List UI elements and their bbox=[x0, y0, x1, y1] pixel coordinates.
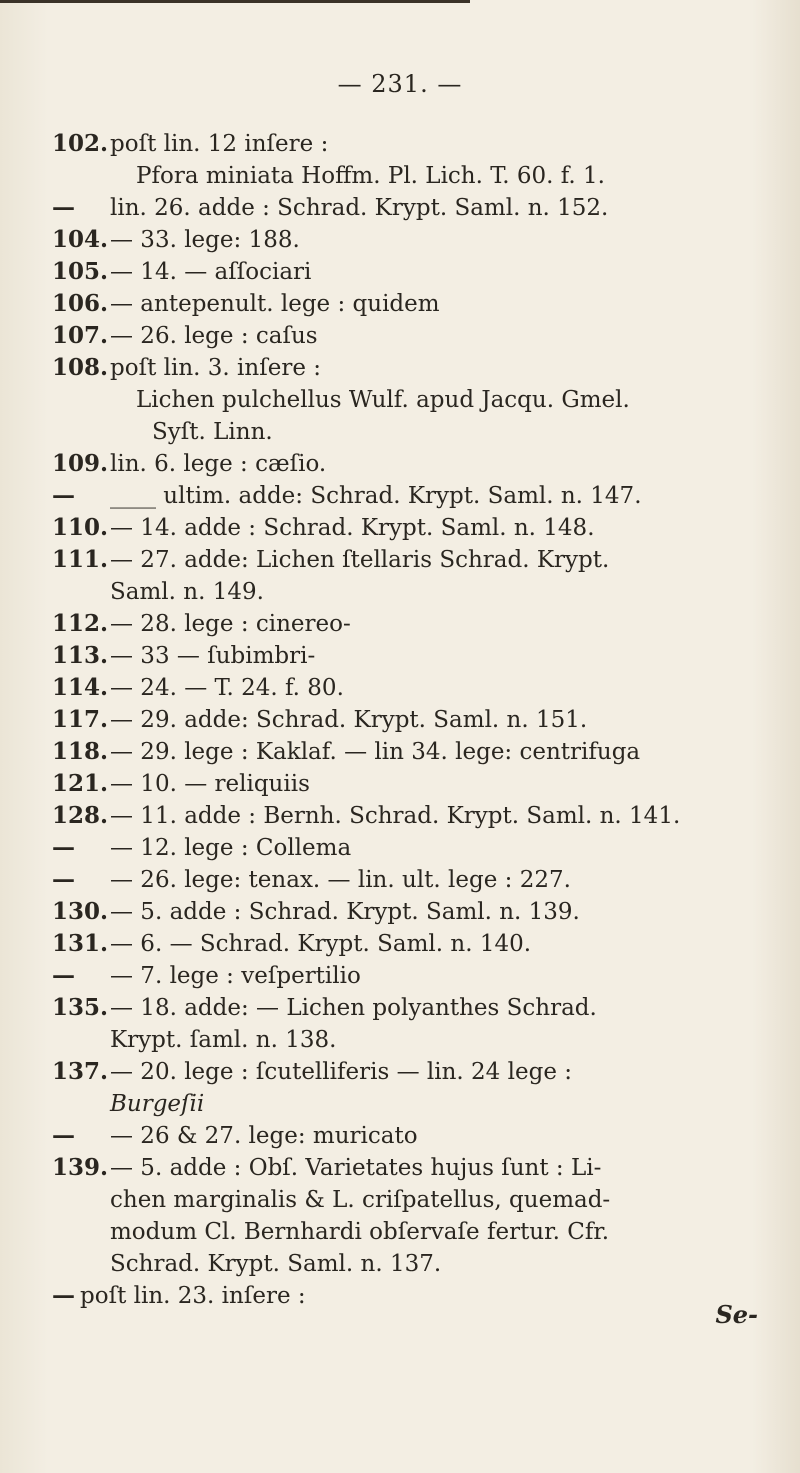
errata-line bbox=[52, 224, 768, 256]
errata-line bbox=[52, 992, 768, 1024]
errata-line bbox=[52, 1120, 768, 1152]
line-text: poſt lin. 23. inſere : bbox=[80, 1283, 306, 1309]
errata-line bbox=[52, 1152, 768, 1184]
errata-line bbox=[52, 1216, 768, 1248]
line-number: 102. bbox=[52, 130, 109, 157]
line-text: — 26. lege : caſus bbox=[110, 323, 318, 349]
line-text: — antepenult. lege : quidem bbox=[110, 291, 440, 317]
errata-line bbox=[52, 128, 768, 160]
line-number: 121. bbox=[52, 770, 109, 797]
line-text: — 7. lege : veſpertilio bbox=[110, 963, 361, 989]
errata-line bbox=[52, 1056, 768, 1088]
line-number: 118. bbox=[52, 738, 109, 765]
errata-line bbox=[52, 1280, 768, 1312]
errata-line bbox=[52, 1248, 768, 1280]
line-text: Schrad. Krypt. Saml. n. 137. bbox=[110, 1251, 442, 1277]
line-number: 117. bbox=[52, 706, 109, 733]
line-number: 114. bbox=[52, 674, 109, 701]
line-text: poſt lin. 3. inſere : bbox=[110, 355, 321, 381]
errata-line bbox=[52, 160, 768, 192]
line-text: lin. 6. lege : cæſio. bbox=[110, 451, 327, 477]
errata-line bbox=[52, 1088, 768, 1120]
line-text: lin. 26. adde : Schrad. Krypt. Saml. n. 152. bbox=[110, 195, 609, 221]
line-text: — 20. lege : ſcutelliferis — lin. 24 lege : bbox=[110, 1059, 572, 1085]
line-text: — 18. adde: — Lichen polyanthes Schrad. bbox=[110, 995, 597, 1021]
errata-line bbox=[52, 544, 768, 576]
line-text: chen marginalis & L. criſpatellus, quemad- bbox=[110, 1187, 611, 1213]
line-text: — 33. lege: 188. bbox=[110, 227, 300, 253]
line-text: — 10. — reliquiis bbox=[110, 771, 310, 797]
errata-line bbox=[52, 416, 768, 448]
line-text: modum Cl. Bernhardi obſervaſe fertur. Cfr. bbox=[110, 1219, 610, 1245]
line-text: — 29. lege : Kaklaf. — lin 34. lege: centrifuga bbox=[110, 739, 641, 765]
line-number: 106. bbox=[52, 290, 109, 317]
line-text: — 14. — aſſociari bbox=[110, 259, 312, 285]
errata-line bbox=[52, 800, 768, 832]
line-text: Krypt. ſaml. n. 138. bbox=[110, 1027, 337, 1053]
catchword: Se- bbox=[715, 1300, 758, 1329]
line-number: 107. bbox=[52, 322, 109, 349]
line-text: — 26 & 27. lege: muricato bbox=[110, 1123, 418, 1149]
errata-line bbox=[52, 768, 768, 800]
errata-line bbox=[52, 352, 768, 384]
errata-line bbox=[52, 640, 768, 672]
errata-line bbox=[52, 704, 768, 736]
errata-line bbox=[52, 448, 768, 480]
line-text: — 26. lege: tenax. — lin. ult. lege : 227. bbox=[110, 867, 571, 893]
page-number: — 231. — bbox=[337, 70, 463, 98]
errata-line bbox=[52, 736, 768, 768]
line-number: 110. bbox=[52, 514, 109, 541]
line-text: — 5. adde : Schrad. Krypt. Saml. n. 139. bbox=[110, 899, 580, 925]
errata-line bbox=[52, 832, 768, 864]
line-text: — 29. adde: Schrad. Krypt. Saml. n. 151. bbox=[110, 707, 588, 733]
line-number: 135. bbox=[52, 994, 109, 1021]
line-number: 130. bbox=[52, 898, 109, 925]
line-number: 113. bbox=[52, 642, 109, 669]
errata-line bbox=[52, 896, 768, 928]
line-number: 128. bbox=[52, 802, 109, 829]
errata-line bbox=[52, 864, 768, 896]
errata-line bbox=[52, 256, 768, 288]
line-text: Lichen pulchellus Wulf. apud Jacqu. Gmel. bbox=[136, 387, 630, 413]
line-text: — 27. adde: Lichen ſtellaris Schrad. Krypt. bbox=[110, 547, 610, 573]
line-text: Saml. n. 149. bbox=[110, 579, 264, 605]
line-number: 139. bbox=[52, 1154, 109, 1181]
line-text: — 5. adde : Obſ. Varietates hujus ſunt : Li- bbox=[110, 1155, 602, 1181]
line-text: — 33 — ſubimbri- bbox=[110, 643, 316, 669]
line-number: 111. bbox=[52, 546, 109, 573]
line-number: 131. bbox=[52, 930, 109, 957]
line-number: — bbox=[52, 962, 75, 989]
errata-line bbox=[52, 1184, 768, 1216]
line-number: 137. bbox=[52, 1058, 109, 1085]
errata-line bbox=[52, 320, 768, 352]
errata-line bbox=[52, 192, 768, 224]
line-text: — 11. adde : Bernh. Schrad. Krypt. Saml. n. 141. bbox=[110, 803, 681, 829]
line-number: 105. bbox=[52, 258, 109, 285]
errata-list bbox=[52, 128, 768, 1312]
top-rule bbox=[0, 0, 470, 3]
line-text: poſt lin. 12 inſere : bbox=[110, 131, 329, 157]
line-number: — bbox=[52, 866, 75, 893]
line-text: Burgeſii bbox=[110, 1091, 205, 1117]
line-number: 108. bbox=[52, 354, 109, 381]
line-number: — bbox=[52, 834, 75, 861]
line-text: Pfora miniata Hoffm. Pl. Lich. T. 60. f. 1. bbox=[136, 163, 605, 189]
line-text: Syſt. Linn. bbox=[152, 419, 273, 445]
errata-line bbox=[52, 960, 768, 992]
errata-line bbox=[52, 608, 768, 640]
line-text: ____ ultim. adde: Schrad. Krypt. Saml. n. 147. bbox=[110, 483, 642, 509]
line-number: 112. bbox=[52, 610, 109, 637]
line-number: — bbox=[52, 1282, 75, 1309]
errata-line bbox=[52, 288, 768, 320]
errata-line bbox=[52, 1024, 768, 1056]
line-number: 104. bbox=[52, 226, 109, 253]
line-text: — 28. lege : cinereo- bbox=[110, 611, 351, 637]
errata-line bbox=[52, 672, 768, 704]
line-number: — bbox=[52, 194, 75, 221]
line-number: — bbox=[52, 1122, 75, 1149]
line-text: — 6. — Schrad. Krypt. Saml. n. 140. bbox=[110, 931, 532, 957]
errata-line bbox=[52, 928, 768, 960]
line-text: — 12. lege : Collema bbox=[110, 835, 352, 861]
errata-line bbox=[52, 512, 768, 544]
errata-line bbox=[52, 384, 768, 416]
line-text: — 14. adde : Schrad. Krypt. Saml. n. 148. bbox=[110, 515, 595, 541]
errata-line bbox=[52, 576, 768, 608]
line-number: — bbox=[52, 482, 75, 509]
errata-line bbox=[52, 480, 768, 512]
line-number: 109. bbox=[52, 450, 109, 477]
line-text: — 24. — T. 24. f. 80. bbox=[110, 675, 344, 701]
